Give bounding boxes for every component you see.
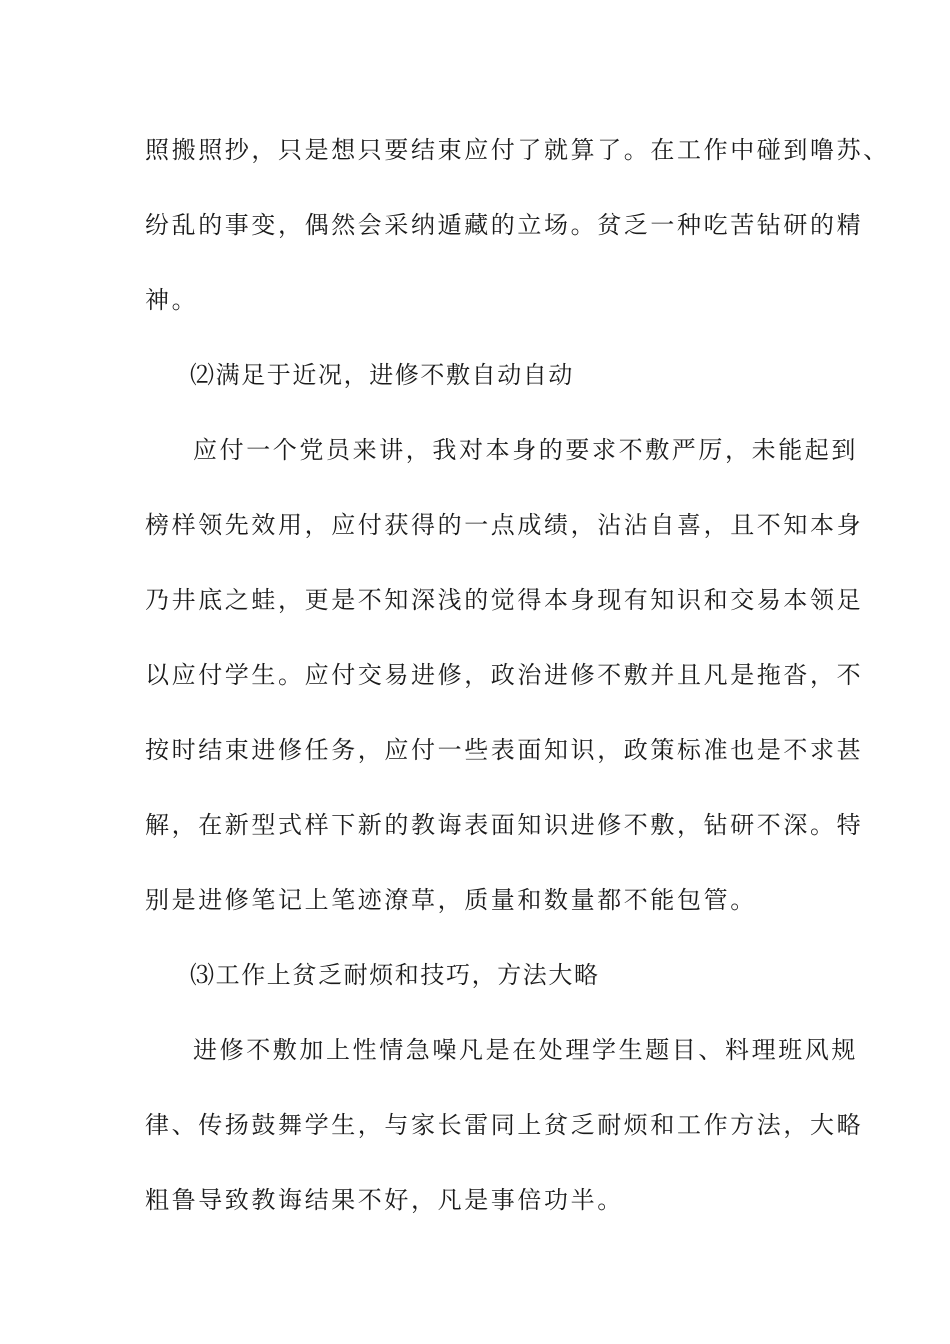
section-heading-3: ⑶工作上贫乏耐烦和技巧，方法大略 (190, 961, 600, 989)
paragraph-2-line-7: 别是进修笔记上笔迹潦草，质量和数量都不能包管。 (145, 886, 757, 914)
paragraph-3-line-2: 律、传扬鼓舞学生，与家长雷同上贫乏耐烦和工作方法，大略 (145, 1111, 864, 1139)
paragraph-2-line-3: 乃井底之蛙，更是不知深浅的觉得本身现有知识和交易本领足 (145, 586, 864, 614)
paragraph-3-line-1: 进修不敷加上性情急噪凡是在处理学生题目、料理班风规 (193, 1036, 858, 1064)
paragraph-2-line-5: 按时结束进修任务，应付一些表面知识，政策标准也是不求甚 (145, 736, 864, 764)
paragraph-2-line-4: 以应付学生。应付交易进修，政治进修不敷并且凡是拖沓，不 (145, 661, 864, 689)
paragraph-1-line-2: 纷乱的事变，偶然会采纳遁藏的立场。贫乏一种吃苦钻研的精 (145, 211, 864, 239)
paragraph-2-line-1: 应付一个党员来讲，我对本身的要求不敷严厉，未能起到 (193, 436, 858, 464)
paragraph-2-line-6: 解，在新型式样下新的教诲表面知识进修不敷，钻研不深。特 (145, 811, 864, 839)
paragraph-1-line-1: 照搬照抄，只是想只要结束应付了就算了。在工作中碰到噜苏、 (145, 136, 890, 164)
paragraph-3-line-3: 粗鲁导致教诲结果不好，凡是事倍功半。 (145, 1186, 624, 1214)
paragraph-2-line-2: 榜样领先效用，应付获得的一点成绩，沾沾自喜，且不知本身 (145, 511, 864, 539)
paragraph-1-line-3: 神。 (145, 286, 199, 314)
section-heading-2: ⑵满足于近况，进修不敷自动自动 (190, 361, 574, 389)
